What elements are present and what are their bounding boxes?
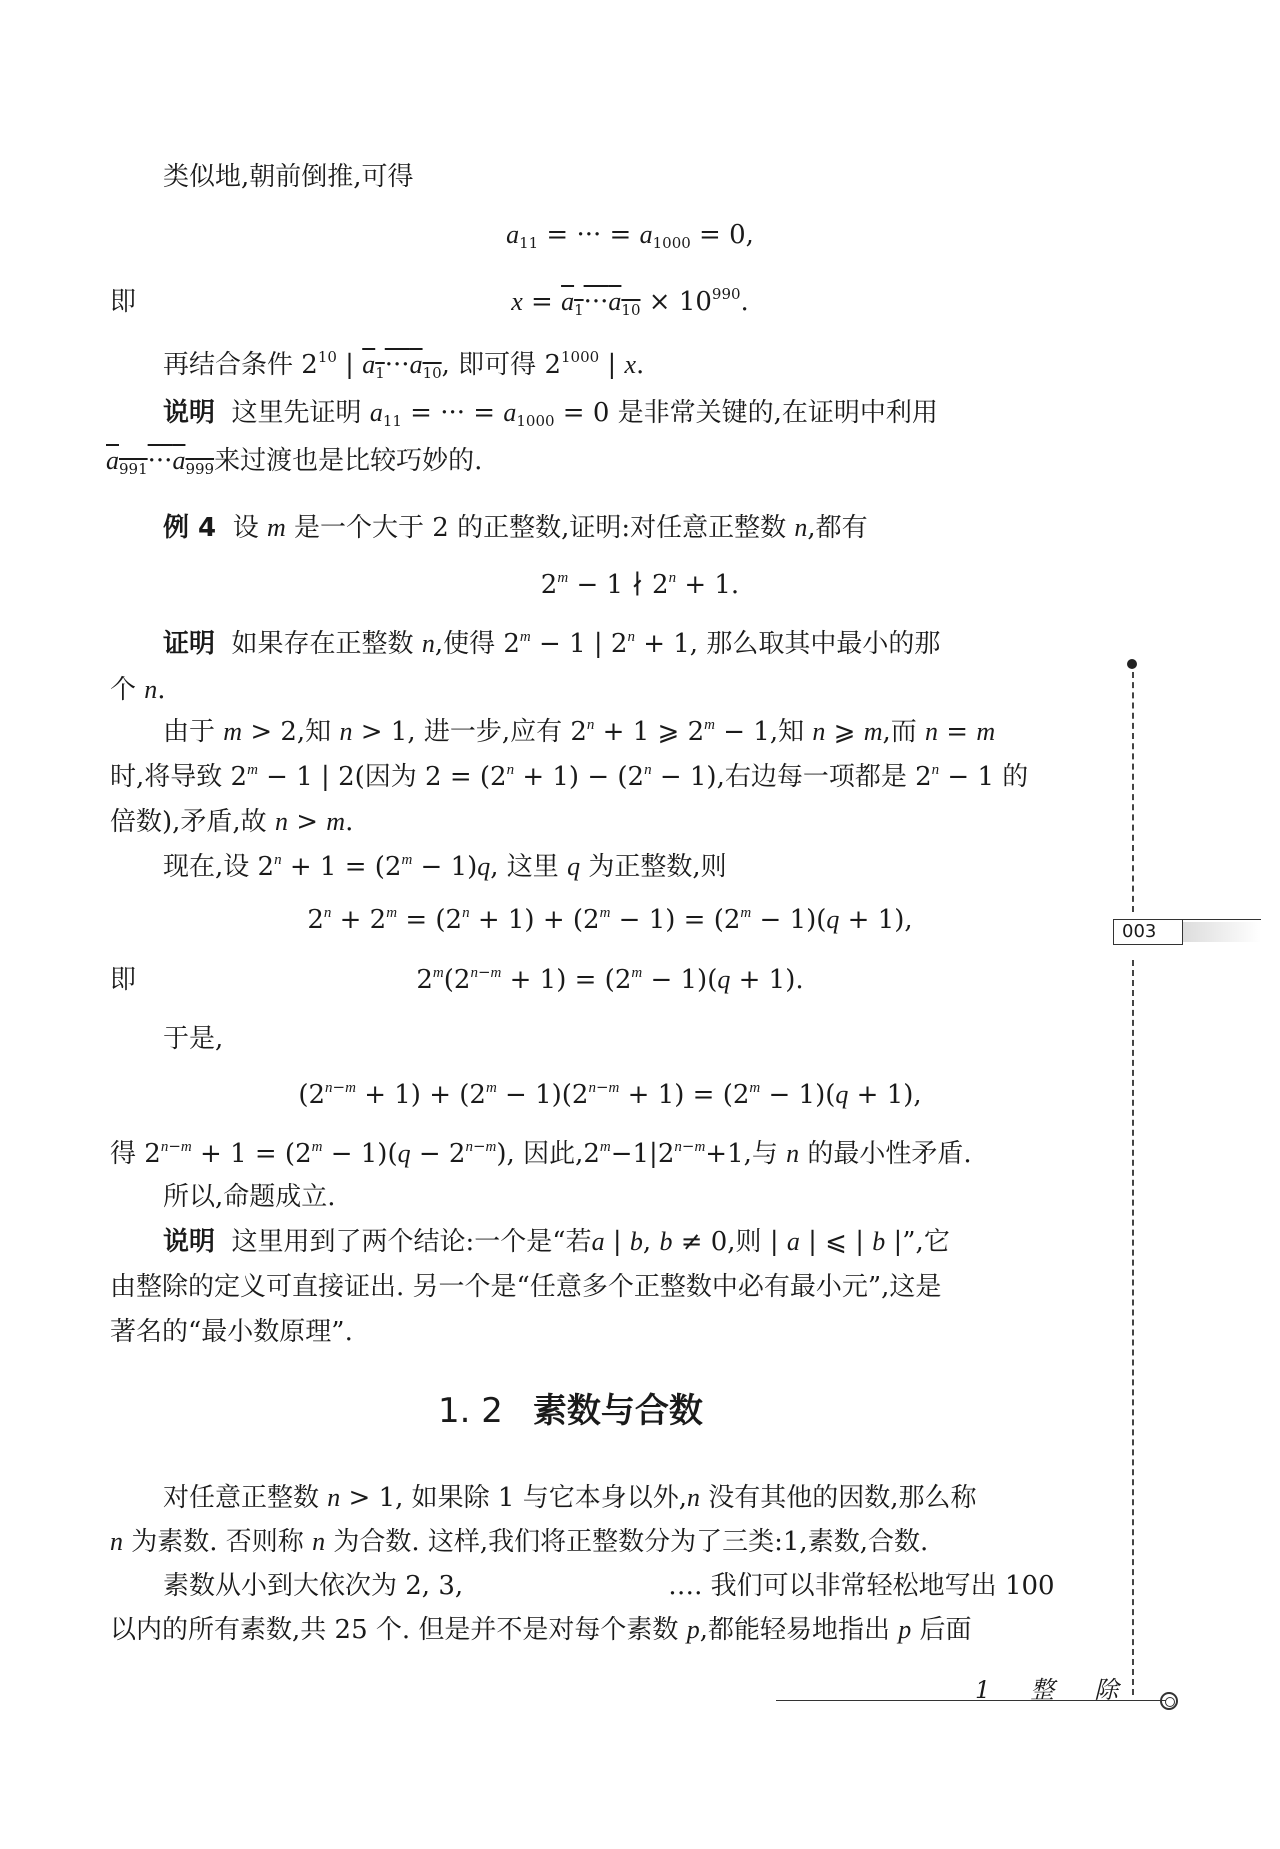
margin-dot: [1127, 659, 1137, 669]
text-line: 以内的所有素数,共 25 个. 但是并不是对每个素数 p,都能轻易地指出 p 后面: [110, 1615, 972, 1645]
margin-dashed-line: [1132, 672, 1134, 912]
footer-rule: [776, 1700, 1166, 1701]
formula: $2^m - 1$ ∤ $2^n + 1$.: [540, 570, 740, 600]
section-heading: 1. 2 素数与合数: [438, 1391, 703, 1431]
text-line: 例 4 设 m 是一个大于 2 的正整数,证明:对任意正整数 n,都有: [163, 513, 868, 543]
text-line: 素数从小到大依次为 2, 3, …. 我们可以非常轻松地写出 100: [163, 1571, 1055, 1601]
text-line: 时,将导致 $2^m - 1$ | 2(因为 $2 = (2^n + 1) - (2^n - 1)$,右边每一项都是 $2^n - 1$ 的: [110, 762, 1029, 792]
text-line: 著名的“最小数原理”.: [110, 1317, 353, 1347]
text-line: 说明 这里用到了两个结论:一个是“若a | b, b ≠ 0,则 | a | ⩽ | b |”,它: [163, 1227, 950, 1257]
page-number: 003: [1113, 920, 1183, 945]
page-number-tab: [1113, 919, 1261, 944]
formula: $2^m(2^{n-m} + 1) = (2^m - 1)(q + 1)$.: [416, 963, 804, 995]
running-footer: 1 整 除: [975, 1676, 1119, 1704]
text-line: 即: [110, 965, 137, 995]
text-line: 说明 这里先证明 $a_{11}$ = ··· = $a_{1000} = 0$ 是非常关键的,在证明中利用: [163, 398, 938, 430]
text-line: 再结合条件 $2^{10}$ | $a_1\cdot\cdot\cdot a_{10}$, 即可得 $2^{1000}$ | x.: [163, 348, 645, 382]
text-line: 类似地,朝前倒推,可得: [163, 162, 414, 192]
text-line: n 为素数. 否则称 n 为合数. 这样,我们将正整数分为了三类:1,素数,合数.: [110, 1527, 929, 1557]
text-line: $a_{991}\cdot\cdot\cdot a_{999}$来过渡也是比较巧妙的.: [106, 446, 483, 478]
text-line: 现在,设 $2^n + 1 = (2^m - 1)q$, 这里 q 为正整数,则: [163, 852, 727, 882]
text-line: 得 $2^{n-m} + 1 = (2^m - 1)(q - 2^{n-m})$, 因此$,2^m-1|2^{n-m}+1$,与 n 的最小性矛盾.: [110, 1137, 972, 1169]
text-line: 于是,: [163, 1024, 224, 1054]
text-line: 所以,命题成立.: [163, 1182, 336, 1212]
text-line: 由整除的定义可直接证出. 另一个是“任意多个正整数中必有最小元”,这是: [110, 1272, 942, 1302]
text-line: 对任意正整数 n > 1, 如果除 1 与它本身以外,n 没有其他的因数,那么称: [163, 1483, 977, 1513]
margin-dashed-line: [1132, 960, 1134, 1695]
formula: $a_{11}$ = ··· = $a_{1000} = 0$,: [506, 220, 754, 252]
text-line: 即: [110, 287, 137, 317]
text-line: 倍数),矛盾,故 n > m.: [110, 807, 354, 837]
text-line: 由于 m > 2,知 n > 1, 进一步,应有 $2^n + 1$ ⩾ $2^m - 1$,知 n ⩾ m,而 n = m: [163, 717, 996, 747]
formula: $x = a_1\cdot\cdot\cdot a_{10} \times 10^{990}$.: [511, 285, 749, 319]
double-circle-icon: [1160, 1692, 1178, 1710]
formula: $(2^{n-m} + 1) + (2^m - 1)(2^{n-m} + 1) = (2^m - 1)(q + 1)$,: [298, 1078, 922, 1110]
text-line: 证明 如果存在正整数 n,使得 $2^m - 1$ | $2^n + 1$, 那么取其中最小的那: [163, 629, 941, 659]
formula: $2^n + 2^m = (2^n + 1) + (2^m - 1) = (2^m - 1)(q + 1)$,: [307, 905, 913, 935]
text-line: 个 n.: [110, 675, 166, 705]
